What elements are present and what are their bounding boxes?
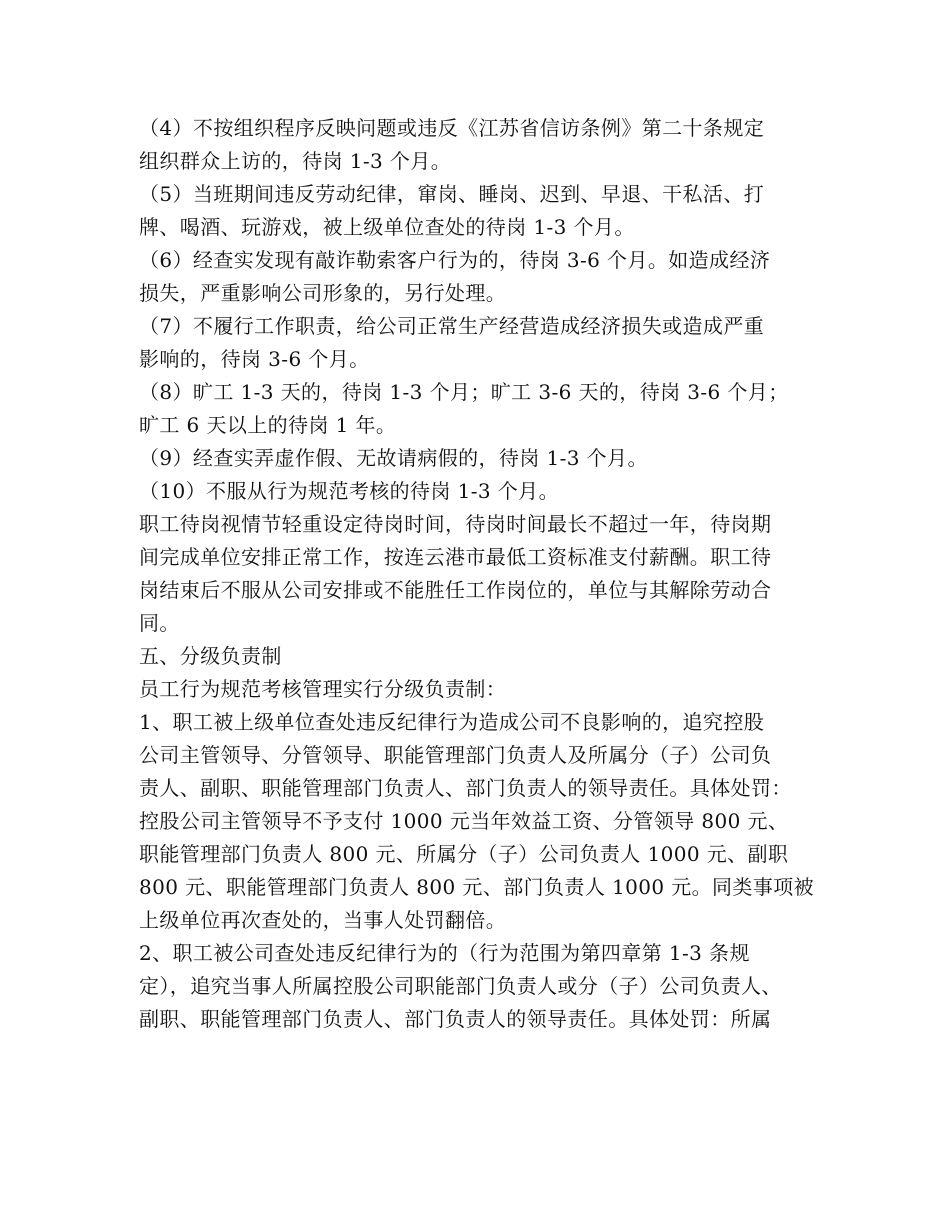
text-line: 责人、副职、职能管理部门负责人、部门负责人的领导责任。具体处罚： [139, 776, 792, 800]
text-line: 员工行为规范考核管理实行分级负责制： [139, 677, 507, 701]
text-line: 影响的，待岗 3-6 个月。 [139, 347, 370, 371]
text-line: 组织群众上访的，待岗 1-3 个月。 [139, 149, 452, 173]
text-line: 副职、职能管理部门负责人、部门负责人的领导责任。具体处罚：所属 [139, 1007, 772, 1031]
text-line: （7）不履行工作职责，给公司正常生产经营造成经济损失或造成严重 [139, 314, 765, 338]
text-line: 损失，严重影响公司形象的，另行处理。 [139, 281, 507, 305]
text-line: 控股公司主管领导不予支付 1000 元当年效益工资、分管领导 800 元、 [139, 809, 789, 833]
text-line: 800 元、职能管理部门负责人 800 元、部门负责人 1000 元。同类事项被 [139, 875, 815, 899]
text-line: 同。 [139, 611, 180, 635]
text-line: 上级单位再次查处的，当事人处罚翻倍。 [139, 908, 507, 932]
text-line: （8）旷工 1-3 天的，待岗 1-3 个月；旷工 3-6 天的，待岗 3-6 个月； [139, 380, 789, 404]
text-line: 牌、喝酒、玩游戏，被上级单位查处的待岗 1-3 个月。 [139, 215, 635, 239]
text-line: 2、职工被公司查处违反纪律行为的（行为范围为第四章第 1-3 条规 [139, 941, 750, 965]
section-heading: 五、分级负责制 [139, 644, 282, 668]
text-line: 公司主管领导、分管领导、职能管理部门负责人及所属分（子）公司负 [139, 743, 772, 767]
text-line: 旷工 6 天以上的待岗 1 年。 [139, 413, 397, 437]
text-line: 1、职工被上级单位查处违反纪律行为造成公司不良影响的，追究控股 [139, 710, 765, 734]
text-line: （6）经查实发现有敲诈勒索客户行为的，待岗 3-6 个月。如造成经济 [139, 248, 771, 272]
text-line: 职能管理部门负责人 800 元、所属分（子）公司负责人 1000 元、副职 [139, 842, 789, 866]
text-line: （4）不按组织程序反映问题或违反《江苏省信访条例》第二十条规定 [139, 116, 765, 140]
text-line: （5）当班期间违反劳动纪律，窜岗、睡岗、迟到、早退、干私活、打 [139, 182, 765, 206]
document-body [139, 112, 829, 1036]
text-line: （9）经查实弄虚作假、无故请病假的，待岗 1-3 个月。 [139, 446, 648, 470]
text-line: （10）不服从行为规范考核的待岗 1-3 个月。 [139, 479, 559, 503]
text-line: 定），追究当事人所属控股公司职能部门负责人或分（子）公司负责人、 [139, 974, 782, 998]
text-line: 职工待岗视情节轻重设定待岗时间，待岗时间最长不超过一年，待岗期 [139, 512, 772, 536]
text-line: 岗结束后不服从公司安排或不能胜任工作岗位的，单位与其解除劳动合 [139, 578, 772, 602]
text-line: 间完成单位安排正常工作，按连云港市最低工资标准支付薪酬。职工待 [139, 545, 772, 569]
